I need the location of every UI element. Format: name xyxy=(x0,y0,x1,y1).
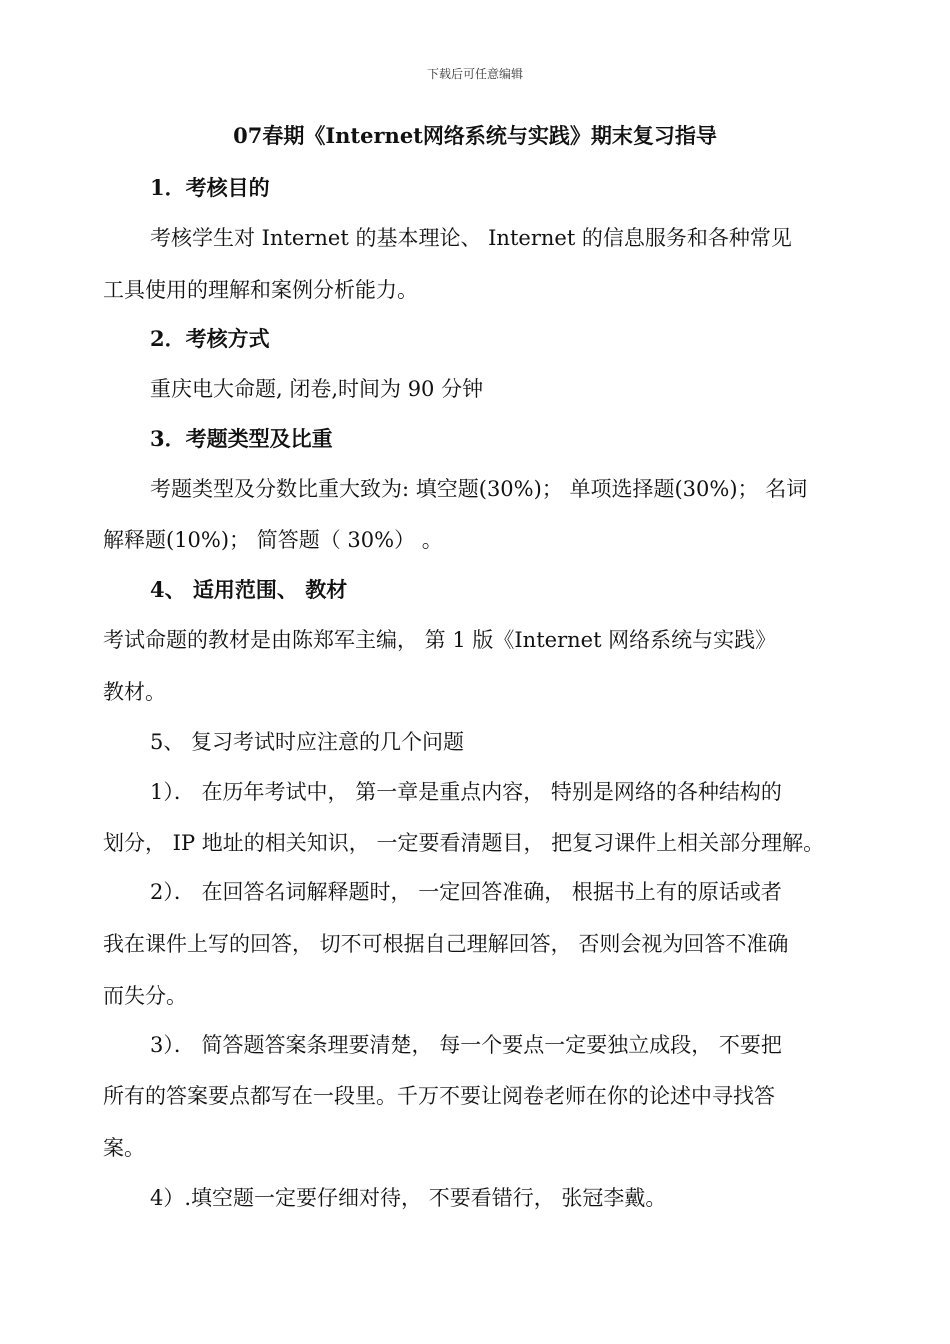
section-1-text-line-2: 工具使用的理解和案例分析能力。 xyxy=(103,278,418,302)
watermark-text: 下载后可任意编辑 xyxy=(426,67,523,81)
section-4-heading: 4、 适用范围、 教材 xyxy=(150,577,348,602)
point-1-line-1: 1）． 在历年考试中， 第一章是重点内容， 特别是网络的各种结构的 xyxy=(150,780,782,804)
point-1-line-2: 划分， IP 地址的相关知识， 一定要看清题目， 把复习课件上相关部分理解。 xyxy=(103,831,825,855)
point-2-line-3: 而失分。 xyxy=(103,984,187,1008)
point-4-line-1: 4）.填空题一定要仔细对待， 不要看错行， 张冠李戴。 xyxy=(150,1186,667,1210)
section-2-text-line-1: 重庆电大命题, 闭卷,时间为 90 分钟 xyxy=(150,377,484,401)
section-3-heading: 3．考题类型及比重 xyxy=(150,426,333,451)
point-3-line-2: 所有的答案要点都写在一段里。千万不要让阅卷老师在你的论述中寻找答 xyxy=(103,1084,775,1108)
section-4-text-line-2: 教材。 xyxy=(103,680,166,704)
section-3-text-line-2: 解释题(10%)； 简答题（ 30%） 。 xyxy=(103,528,443,552)
section-1-heading: 1．考核目的 xyxy=(150,175,270,200)
point-2-line-1: 2）． 在回答名词解释题时， 一定回答准确， 根据书上有的原话或者 xyxy=(150,880,782,904)
section-1-text-line-1: 考核学生对 Internet 的基本理论、 Internet 的信息服务和各种常见 xyxy=(150,226,792,250)
section-5-heading: 5、 复习考试时应注意的几个问题 xyxy=(150,730,465,754)
point-2-line-2: 我在课件上写的回答， 切不可根据自己理解回答， 否则会视为回答不准确 xyxy=(103,932,789,956)
section-2-heading: 2．考核方式 xyxy=(150,326,270,351)
section-3-text-line-1: 考题类型及分数比重大致为: 填空题(30%)； 单项选择题(30%)； 名词 xyxy=(150,477,808,501)
point-3-line-1: 3）． 简答题答案条理要清楚， 每一个要点一定要独立成段， 不要把 xyxy=(150,1033,782,1057)
section-4-text-line-1: 考试命题的教材是由陈郑军主编， 第 1 版《Internet 网络系统与实践》 xyxy=(103,628,777,652)
document-title: 07春期《Internet网络系统与实践》期末复习指导 xyxy=(233,123,717,148)
point-3-line-3: 案。 xyxy=(103,1136,145,1160)
